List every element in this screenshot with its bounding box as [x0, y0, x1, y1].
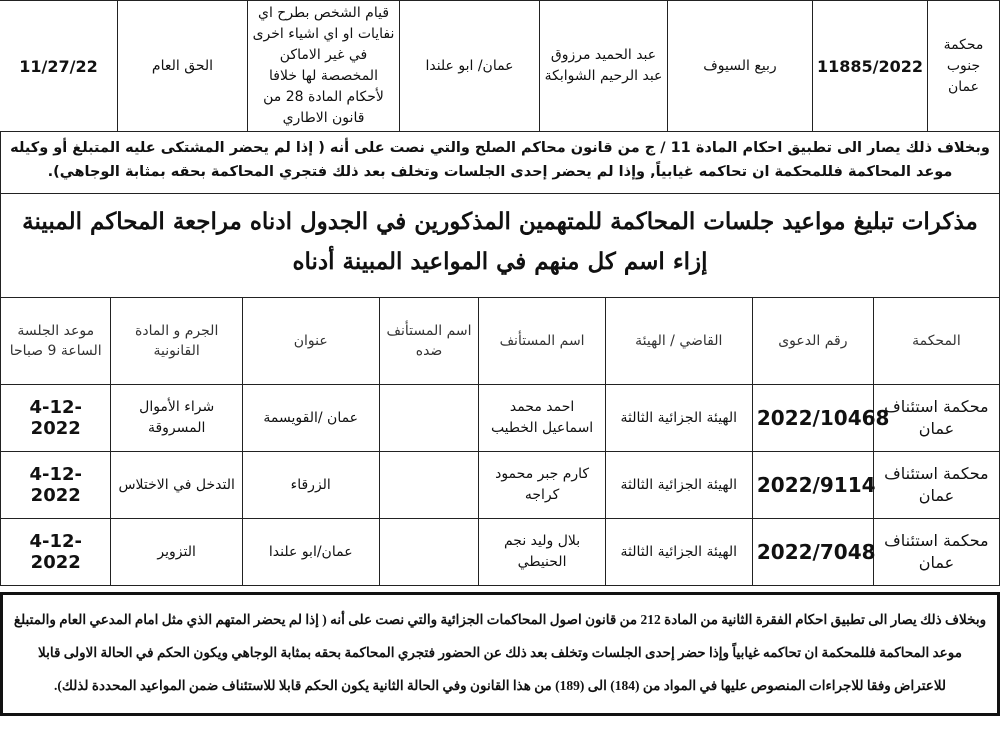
- table-row: [1, 519, 1000, 586]
- appellant-cell: كارم جبر محمود كراجه: [479, 452, 605, 519]
- case-number-cell: 2022/7048: [752, 519, 873, 586]
- peace-courts-note: وبخلاف ذلك يصار الى تطبيق احكام المادة 11 / ج من قانون محاكم الصلح والتي نصت على أنه ( إذا لم يحضر المشتكى عليه المتبلغ أو وكيله موعد المحاكمة فللمحكمة ان تحاكمه غيابياً, وإذا لم يحضر إحدى الجلسات وتخلف بعد ذلك فتجري المحاكمة بحقه بمثابة الوجاهي).: [0, 132, 1000, 194]
- plaintiff-cell: الحق العام: [118, 1, 248, 132]
- address-cell: عمان/ابو علندا: [242, 519, 379, 586]
- crime-article-cell: شراء الأموال المسروقة: [111, 385, 242, 452]
- offense-cell: قيام الشخص بطرح اي نفايات او اي اشياء اخرى في غير الاماكن المخصصة لها خلافا لأحكام المادة 28 من قانون الاطاري: [248, 1, 400, 132]
- session-date-cell: 4-12-2022: [1, 519, 111, 586]
- appellant-cell: احمد محمد اسماعيل الخطيب: [479, 385, 605, 452]
- court-cell: محكمة جنوب عمان: [928, 1, 1000, 132]
- header-address: عنوان: [242, 298, 379, 385]
- session-date-cell: 4-12-2022: [1, 385, 111, 452]
- appellee-cell: [379, 452, 479, 519]
- case-number-cell: 11885/2022: [813, 1, 928, 132]
- table-row: [0, 1, 1000, 132]
- crime-article-cell: التدخل في الاختلاس: [111, 452, 242, 519]
- address-cell: عمان/ ابو علندا: [400, 1, 540, 132]
- header-row: [1, 298, 1000, 385]
- appellant-cell: بلال وليد نجم الحنيطي: [479, 519, 605, 586]
- judge-panel-cell: الهيئة الجزائية الثالثة: [605, 519, 752, 586]
- header-appellee: اسم المستأنف ضده: [379, 298, 479, 385]
- crime-article-cell: التزوير: [111, 519, 242, 586]
- judge-panel-cell: الهيئة الجزائية الثالثة: [605, 452, 752, 519]
- court-cell: محكمة استئناف عمان: [873, 519, 999, 586]
- judge-cell: ربيع السيوف: [668, 1, 813, 132]
- section-heading: مذكرات تبليغ مواعيد جلسات المحاكمة للمتهمين المذكورين في الجدول ادناه مراجعة المحاكم المبينة إزاء اسم كل منهم في المواعيد المبينة أدناه: [0, 194, 1000, 297]
- header-case-number: رقم الدعوى: [752, 298, 873, 385]
- court-cell: محكمة استئناف عمان: [873, 452, 999, 519]
- case-number-cell: 2022/10468: [752, 385, 873, 452]
- appellee-cell: [379, 519, 479, 586]
- table-row: [1, 452, 1000, 519]
- date-cell: 11/27/22: [0, 1, 118, 132]
- address-cell: الزرقاء: [242, 452, 379, 519]
- case-number-cell: 2022/9114: [752, 452, 873, 519]
- table-row: [1, 385, 1000, 452]
- header-crime-article: الجرم و المادة القانونية: [111, 298, 242, 385]
- session-date-cell: 4-12-2022: [1, 452, 111, 519]
- header-session-date: موعد الجلسة الساعة 9 صباحا: [1, 298, 111, 385]
- judge-panel-cell: الهيئة الجزائية الثالثة: [605, 385, 752, 452]
- top-case-table: [0, 0, 1000, 132]
- court-cell: محكمة استئناف عمان: [873, 385, 999, 452]
- criminal-procedure-note: وبخلاف ذلك يصار الى تطبيق احكام الفقرة الثانية من المادة 212 من قانون اصول المحاكمات الجزائية والتي نصت على أنه ( إذا لم يحضر المتهم الذي مثل امام المدعي العام والمتبلغ موعد المحاكمة فللمحكمة ان تحاكمه غيابياً وإذا حضر إحدى الجلسات وتخلف بعد ذلك عن الحضور فتجري المحاكمة بحقه بمثابة الوجاهي ويكون الحكم في الحالة الاولى قابلا للاعتراض وفقا للاجراءات المنصوص عليها في المواد من (184) الى (189) من هذا القانون وفي الحالة الثانية يكون الحكم قابلا للاستئناف ضمن المواعيد المحددة لذلك).: [0, 592, 1000, 716]
- defendant-cell: عبد الحميد مرزوق عبد الرحيم الشوابكة: [540, 1, 668, 132]
- header-judge-panel: القاضي / الهيئة: [605, 298, 752, 385]
- address-cell: عمان /القويسمة: [242, 385, 379, 452]
- sessions-table: [0, 297, 1000, 586]
- header-court: المحكمة: [873, 298, 999, 385]
- header-appellant: اسم المستأنف: [479, 298, 605, 385]
- appellee-cell: [379, 385, 479, 452]
